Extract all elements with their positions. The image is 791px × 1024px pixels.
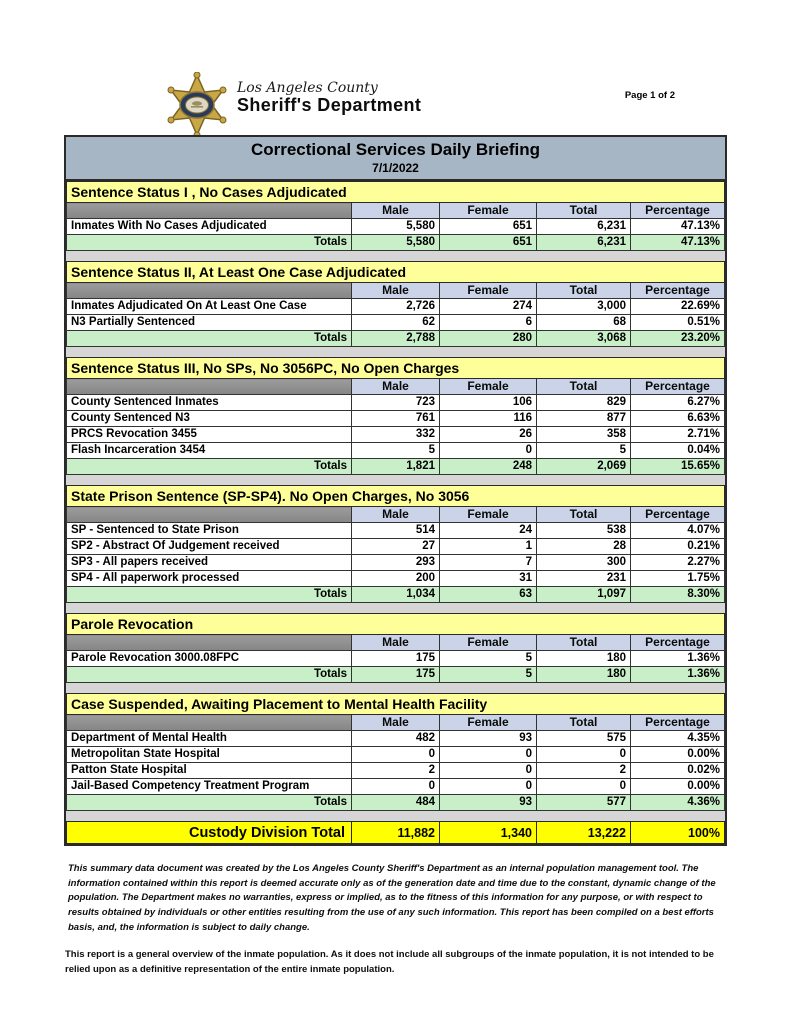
custody-division-total-table bbox=[66, 821, 725, 844]
row-value-total: 575 bbox=[537, 731, 631, 747]
row-value-total: 877 bbox=[537, 411, 631, 427]
section-title: Sentence Status III, No SPs, No 3056PC, No Open Charges bbox=[67, 358, 725, 379]
row-value-male: 514 bbox=[352, 523, 440, 539]
column-header-row bbox=[67, 715, 725, 731]
column-header-male: Male bbox=[352, 283, 440, 299]
section-table bbox=[66, 357, 725, 475]
row-value-female: 651 bbox=[440, 219, 537, 235]
row-value-total: 538 bbox=[537, 523, 631, 539]
report-title: Correctional Services Daily Briefing bbox=[250, 140, 541, 159]
table-row bbox=[67, 523, 725, 539]
column-header-row bbox=[67, 507, 725, 523]
totals-male: 2,788 bbox=[352, 331, 440, 347]
document-header bbox=[65, 72, 727, 134]
row-value-total: 231 bbox=[537, 571, 631, 587]
row-value-total: 5 bbox=[537, 443, 631, 459]
row-value-male: 2,726 bbox=[352, 299, 440, 315]
row-value-total: 3,000 bbox=[537, 299, 631, 315]
totals-female: 248 bbox=[440, 459, 537, 475]
section-title-row bbox=[67, 694, 725, 715]
column-header-total: Total bbox=[537, 507, 631, 523]
totals-male: 484 bbox=[352, 795, 440, 811]
column-header-male: Male bbox=[352, 635, 440, 651]
totals-total: 1,097 bbox=[537, 587, 631, 603]
column-header-total: Total bbox=[537, 283, 631, 299]
totals-male: 1,034 bbox=[352, 587, 440, 603]
row-value-male: 5,580 bbox=[352, 219, 440, 235]
table-row bbox=[67, 219, 725, 235]
row-value-total: 358 bbox=[537, 427, 631, 443]
row-value-female: 1 bbox=[440, 539, 537, 555]
section-table bbox=[66, 485, 725, 603]
totals-total: 6,231 bbox=[537, 235, 631, 251]
column-header-percentage: Percentage bbox=[631, 203, 725, 219]
table-row bbox=[67, 315, 725, 331]
row-label: SP2 - Abstract Of Judgement received bbox=[67, 539, 352, 555]
row-label: SP - Sentenced to State Prison bbox=[67, 523, 352, 539]
row-value-female: 31 bbox=[440, 571, 537, 587]
row-value-male: 293 bbox=[352, 555, 440, 571]
totals-male: 1,821 bbox=[352, 459, 440, 475]
row-value-percentage: 0.00% bbox=[631, 747, 725, 763]
row-value-total: 6,231 bbox=[537, 219, 631, 235]
row-value-total: 0 bbox=[537, 779, 631, 795]
corner-cell bbox=[67, 379, 352, 395]
row-value-total: 300 bbox=[537, 555, 631, 571]
custody-total-female: 1,340 bbox=[440, 822, 537, 844]
row-value-male: 175 bbox=[352, 651, 440, 667]
row-value-percentage: 0.04% bbox=[631, 443, 725, 459]
row-value-percentage: 6.27% bbox=[631, 395, 725, 411]
agency-department-label: Sheriff's Department bbox=[237, 95, 422, 115]
totals-total: 180 bbox=[537, 667, 631, 683]
totals-female: 63 bbox=[440, 587, 537, 603]
column-header-row bbox=[67, 379, 725, 395]
row-value-male: 27 bbox=[352, 539, 440, 555]
column-header-row bbox=[67, 635, 725, 651]
section-title: Parole Revocation bbox=[67, 614, 725, 635]
row-value-percentage: 2.71% bbox=[631, 427, 725, 443]
row-value-male: 2 bbox=[352, 763, 440, 779]
row-value-percentage: 1.75% bbox=[631, 571, 725, 587]
column-header-percentage: Percentage bbox=[631, 379, 725, 395]
corner-cell bbox=[67, 283, 352, 299]
row-value-percentage: 2.27% bbox=[631, 555, 725, 571]
column-header-female: Female bbox=[440, 507, 537, 523]
row-label: Department of Mental Health bbox=[67, 731, 352, 747]
row-value-total: 0 bbox=[537, 747, 631, 763]
row-label: County Sentenced Inmates bbox=[67, 395, 352, 411]
column-header-row bbox=[67, 203, 725, 219]
briefing-report bbox=[64, 135, 727, 846]
column-header-female: Female bbox=[440, 283, 537, 299]
row-label: Parole Revocation 3000.08FPC bbox=[67, 651, 352, 667]
row-value-male: 723 bbox=[352, 395, 440, 411]
row-value-percentage: 22.69% bbox=[631, 299, 725, 315]
section-title-row bbox=[67, 182, 725, 203]
table-row bbox=[67, 427, 725, 443]
column-header-male: Male bbox=[352, 203, 440, 219]
section-title-row bbox=[67, 614, 725, 635]
row-value-percentage: 6.63% bbox=[631, 411, 725, 427]
column-header-percentage: Percentage bbox=[631, 507, 725, 523]
row-value-total: 2 bbox=[537, 763, 631, 779]
totals-row bbox=[67, 235, 725, 251]
column-header-male: Male bbox=[352, 379, 440, 395]
row-label: SP4 - All paperwork processed bbox=[67, 571, 352, 587]
row-label: Patton State Hospital bbox=[67, 763, 352, 779]
section-table bbox=[66, 261, 725, 347]
table-row bbox=[67, 299, 725, 315]
table-row bbox=[67, 555, 725, 571]
section-table bbox=[66, 613, 725, 683]
column-header-percentage: Percentage bbox=[631, 715, 725, 731]
totals-female: 93 bbox=[440, 795, 537, 811]
row-value-male: 482 bbox=[352, 731, 440, 747]
report-title-bar bbox=[66, 137, 725, 181]
row-value-male: 200 bbox=[352, 571, 440, 587]
sheriff-star-badge-icon bbox=[165, 72, 229, 142]
column-header-female: Female bbox=[440, 715, 537, 731]
column-header-female: Female bbox=[440, 203, 537, 219]
section-title: Sentence Status I , No Cases Adjudicated bbox=[67, 182, 725, 203]
totals-percentage: 1.36% bbox=[631, 667, 725, 683]
row-value-female: 5 bbox=[440, 651, 537, 667]
corner-cell bbox=[67, 507, 352, 523]
row-label: Jail-Based Competency Treatment Program bbox=[67, 779, 352, 795]
disclaimer-footnote: This summary data document was created by the Los Angeles County Sheriff's Department as an internal population management tool. The information contained within this report is deemed accurate only as of the generation date and time due to the constant, dynamic change of the population. The Department makes no warranties, express or implied, as to the fitness of this information for any purpose, or with respect to results obtained by individuals or other entities resulting from the use of any such information. This report has been compiled on a best efforts basis, and, the information is subject to daily change. bbox=[68, 863, 716, 933]
custody-total-percentage: 100% bbox=[631, 822, 725, 844]
custody-total-male: 11,882 bbox=[352, 822, 440, 844]
totals-percentage: 47.13% bbox=[631, 235, 725, 251]
table-row bbox=[67, 443, 725, 459]
totals-label: Totals bbox=[67, 331, 352, 347]
custody-total-total: 13,222 bbox=[537, 822, 631, 844]
totals-row bbox=[67, 331, 725, 347]
totals-row bbox=[67, 459, 725, 475]
row-value-female: 26 bbox=[440, 427, 537, 443]
row-value-male: 0 bbox=[352, 747, 440, 763]
totals-label: Totals bbox=[67, 587, 352, 603]
totals-female: 651 bbox=[440, 235, 537, 251]
table-row bbox=[67, 763, 725, 779]
row-value-female: 0 bbox=[440, 763, 537, 779]
section-title-row bbox=[67, 486, 725, 507]
row-value-percentage: 4.07% bbox=[631, 523, 725, 539]
row-value-total: 829 bbox=[537, 395, 631, 411]
table-row bbox=[67, 539, 725, 555]
table-row bbox=[67, 395, 725, 411]
row-value-percentage: 47.13% bbox=[631, 219, 725, 235]
row-label: PRCS Revocation 3455 bbox=[67, 427, 352, 443]
totals-total: 2,069 bbox=[537, 459, 631, 475]
totals-label: Totals bbox=[67, 459, 352, 475]
column-header-female: Female bbox=[440, 379, 537, 395]
corner-cell bbox=[67, 635, 352, 651]
custody-division-total-label: Custody Division Total bbox=[67, 822, 352, 844]
row-label: Inmates With No Cases Adjudicated bbox=[67, 219, 352, 235]
row-value-percentage: 0.21% bbox=[631, 539, 725, 555]
section-table bbox=[66, 181, 725, 251]
row-value-percentage: 0.02% bbox=[631, 763, 725, 779]
totals-row bbox=[67, 667, 725, 683]
column-header-male: Male bbox=[352, 715, 440, 731]
row-value-male: 62 bbox=[352, 315, 440, 331]
column-header-total: Total bbox=[537, 635, 631, 651]
section-title-row bbox=[67, 358, 725, 379]
row-value-female: 106 bbox=[440, 395, 537, 411]
section-table bbox=[66, 693, 725, 811]
row-value-male: 332 bbox=[352, 427, 440, 443]
row-value-female: 0 bbox=[440, 747, 537, 763]
totals-percentage: 8.30% bbox=[631, 587, 725, 603]
column-header-row bbox=[67, 283, 725, 299]
column-header-female: Female bbox=[440, 635, 537, 651]
column-header-percentage: Percentage bbox=[631, 283, 725, 299]
row-value-female: 0 bbox=[440, 443, 537, 459]
row-value-percentage: 0.00% bbox=[631, 779, 725, 795]
table-row bbox=[67, 779, 725, 795]
row-value-male: 761 bbox=[352, 411, 440, 427]
row-value-female: 274 bbox=[440, 299, 537, 315]
totals-percentage: 15.65% bbox=[631, 459, 725, 475]
totals-label: Totals bbox=[67, 795, 352, 811]
row-value-total: 68 bbox=[537, 315, 631, 331]
table-row bbox=[67, 747, 725, 763]
sections-container bbox=[66, 181, 725, 811]
column-header-male: Male bbox=[352, 507, 440, 523]
agency-name bbox=[237, 72, 421, 116]
row-value-total: 180 bbox=[537, 651, 631, 667]
corner-cell bbox=[67, 203, 352, 219]
table-row bbox=[67, 731, 725, 747]
row-value-percentage: 4.35% bbox=[631, 731, 725, 747]
page-number-label: Page 1 of 2 bbox=[624, 90, 675, 101]
totals-label: Totals bbox=[67, 667, 352, 683]
totals-male: 5,580 bbox=[352, 235, 440, 251]
section-title: State Prison Sentence (SP-SP4). No Open Charges, No 3056 bbox=[67, 486, 725, 507]
row-label: County Sentenced N3 bbox=[67, 411, 352, 427]
row-label: N3 Partially Sentenced bbox=[67, 315, 352, 331]
overview-footnote: This report is a general overview of the inmate population. As it does not include all subgroups of the inmate population, it is not intended to be relied upon as a definitive representation of the entire inmate population. bbox=[65, 949, 714, 975]
row-value-female: 7 bbox=[440, 555, 537, 571]
table-row bbox=[67, 411, 725, 427]
column-header-total: Total bbox=[537, 379, 631, 395]
totals-female: 5 bbox=[440, 667, 537, 683]
row-value-female: 0 bbox=[440, 779, 537, 795]
corner-cell bbox=[67, 715, 352, 731]
totals-row bbox=[67, 795, 725, 811]
row-label: Metropolitan State Hospital bbox=[67, 747, 352, 763]
report-date: 7/1/2022 bbox=[372, 161, 419, 175]
totals-female: 280 bbox=[440, 331, 537, 347]
row-value-percentage: 1.36% bbox=[631, 651, 725, 667]
row-value-female: 93 bbox=[440, 731, 537, 747]
totals-label: Totals bbox=[67, 235, 352, 251]
row-value-female: 6 bbox=[440, 315, 537, 331]
column-header-percentage: Percentage bbox=[631, 635, 725, 651]
row-label: Inmates Adjudicated On At Least One Case bbox=[67, 299, 352, 315]
section-title: Case Suspended, Awaiting Placement to Mental Health Facility bbox=[67, 694, 725, 715]
row-label: SP3 - All papers received bbox=[67, 555, 352, 571]
totals-total: 577 bbox=[537, 795, 631, 811]
custody-division-total-row bbox=[67, 822, 725, 844]
row-value-percentage: 0.51% bbox=[631, 315, 725, 331]
column-header-total: Total bbox=[537, 715, 631, 731]
row-value-male: 5 bbox=[352, 443, 440, 459]
totals-total: 3,068 bbox=[537, 331, 631, 347]
row-value-male: 0 bbox=[352, 779, 440, 795]
column-header-total: Total bbox=[537, 203, 631, 219]
row-value-female: 116 bbox=[440, 411, 537, 427]
agency-brand bbox=[165, 72, 421, 142]
row-label: Flash Incarceration 3454 bbox=[67, 443, 352, 459]
table-row bbox=[67, 651, 725, 667]
agency-county-label: Los Angeles County bbox=[237, 80, 378, 96]
table-row bbox=[67, 571, 725, 587]
totals-male: 175 bbox=[352, 667, 440, 683]
row-value-total: 28 bbox=[537, 539, 631, 555]
totals-percentage: 4.36% bbox=[631, 795, 725, 811]
section-title-row bbox=[67, 262, 725, 283]
section-title: Sentence Status II, At Least One Case Adjudicated bbox=[67, 262, 725, 283]
row-value-female: 24 bbox=[440, 523, 537, 539]
totals-percentage: 23.20% bbox=[631, 331, 725, 347]
totals-row bbox=[67, 587, 725, 603]
